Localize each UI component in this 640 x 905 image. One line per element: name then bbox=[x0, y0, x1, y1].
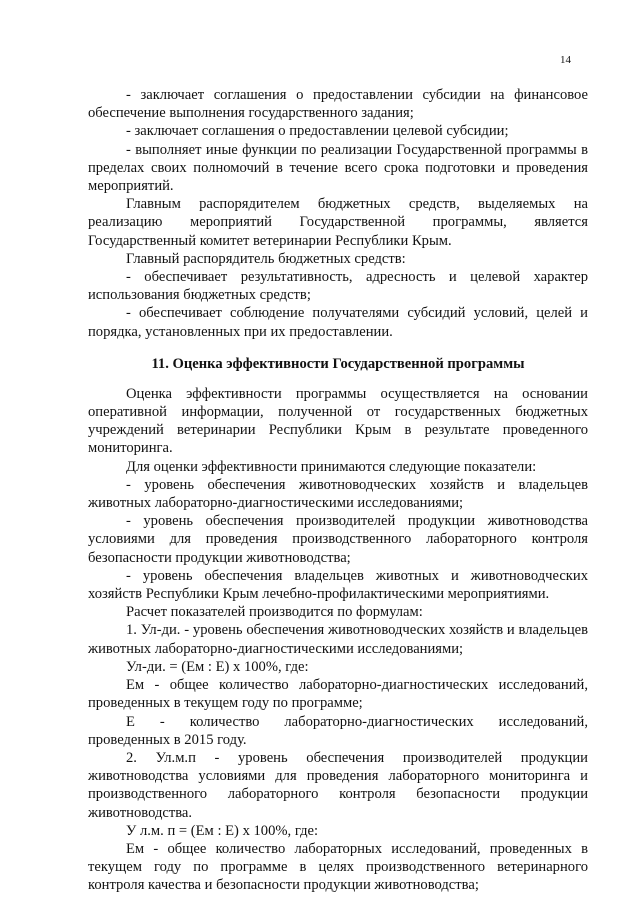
formula: Ул-ди. = (Ем : Е) х 100%, где: bbox=[126, 658, 309, 675]
paragraph: Для оценки эффективности принимаются следующие показатели: bbox=[126, 458, 537, 475]
paragraph: Е - количество лабораторно-диагностических исследований, проведенных в 2015 году. bbox=[88, 713, 588, 748]
paragraph: - обеспечивает соблюдение получателями субсидий условий, целей и порядка, установленных при их предоставлении. bbox=[88, 305, 588, 340]
paragraph: - уровень обеспечения производителей продукции животноводства условиями для проведения производственного лабораторного контроля безопасности продукции животноводства; bbox=[88, 513, 588, 566]
paragraph: Главный распорядитель бюджетных средств: bbox=[126, 250, 406, 267]
section-heading: 11. Оценка эффективности Государственной программы bbox=[151, 355, 525, 372]
paragraph: Главным распорядителем бюджетных средств, выделяемых на реализацию мероприятий Государственной программы, является Государственный комитет ветеринарии Республики Крым. bbox=[88, 196, 588, 249]
paragraph: - уровень обеспечения животноводческих хозяйств и владельцев животных лабораторно-диагностическими исследованиями; bbox=[88, 476, 588, 512]
paragraph: - заключает соглашения о предоставлении субсидии на финансовое обеспечение выполнения государственного задания; bbox=[88, 87, 588, 122]
paragraph: 2. Ул.м.п - уровень обеспечения производителей продукции животноводства условиями для проведения лабораторного мониторинга и производственного лабораторного контроля безопасности продукции животноводства. bbox=[88, 749, 588, 821]
document-body bbox=[88, 86, 588, 895]
paragraph: Ем - общее количество лабораторных исследований, проведенных в текущем году по программе в целях производственного ветеринарного контроля качества и безопасности продукции животноводства; bbox=[88, 840, 588, 894]
paragraph: Ем - общее количество лабораторно-диагностических исследований, проведенных в текущем году по программе; bbox=[88, 677, 588, 712]
paragraph: - заключает соглашения о предоставлении целевой субсидии; bbox=[126, 123, 509, 140]
paragraph: Оценка эффективности программы осуществляется на основании оперативной информации, полученной от государственных бюджетных учреждений ветеринарии Республики Крым в результате проведенного мониторинга. bbox=[88, 385, 588, 457]
paragraph: - выполняет иные функции по реализации Государственной программы в пределах своих полномочий в течение всего срока подготовки и проведения мероприятий. bbox=[88, 141, 588, 195]
paragraph: 1. Ул-ди. - уровень обеспечения животноводческих хозяйств и владельцев животных лабораторно-диагностическими исследованиями; bbox=[88, 622, 588, 657]
paragraph: - обеспечивает результативность, адресность и целевой характер использования бюджетных средств; bbox=[88, 269, 588, 304]
formula: У л.м. п = (Ем : Е) х 100%, где: bbox=[126, 822, 319, 839]
paragraph: Расчет показателей производится по формулам: bbox=[126, 604, 423, 621]
paragraph: - уровень обеспечения владельцев животных и животноводческих хозяйств Республики Крым лечебно-профилактическими мероприятиями. bbox=[88, 567, 588, 603]
page-number: 14 bbox=[560, 54, 571, 66]
